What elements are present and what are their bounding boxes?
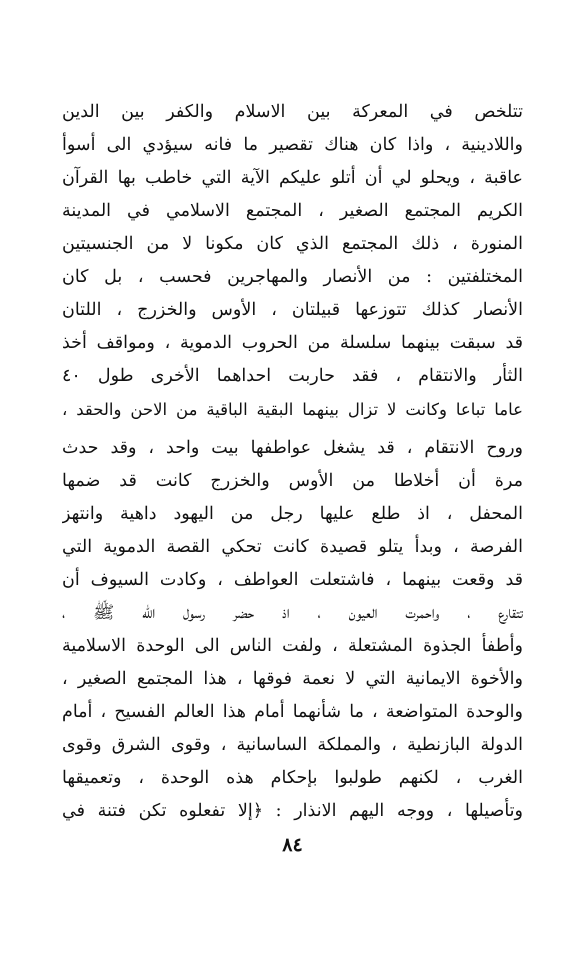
text-line: الغرب ، لكنهم طولبوا بإحكام هذه الوحدة ، وتعميقها	[62, 768, 523, 788]
text-line: المحفل ، اذ طلع عليها رجل من اليهود داهية وانتهز	[62, 504, 523, 524]
text-line: وتأصيلها ، ووجه اليهم الانذار : ﴿إلا تفعلوه تكن فتنة في	[62, 801, 523, 821]
text-line: الفرصة ، وبدأ يتلو قصيدة كانت تحكي القصة الدموية التي	[62, 537, 523, 557]
text-line: عاما تباعا وكانت لا تزال بينهما البقية الباقية من الاحن والحقد ،	[62, 400, 523, 419]
text-line: الأنصار كذلك تتوزعها قبيلتان ، الأوس والخزرج ، اللتان	[62, 300, 523, 320]
text-line: تتقارع ، واحمرت العيون ، اذ حضر رسول الله ﷺ ،	[62, 603, 523, 623]
text-line: وروح الانتقام ، قد يشغل عواطفها بيت واحد ، وقد حدث	[62, 438, 523, 458]
page-number: ٨٤	[282, 834, 303, 856]
text-line: المختلفتين : من الأنصار والمهاجرين فحسب ، بل كان	[62, 267, 523, 287]
text-line: الدولة البازنطية ، والمملكة الساسانية ، وقوى الشرق وقوى	[62, 735, 523, 755]
text-line: مرة أن أخلاطا من الأوس والخزرج كانت قد ضمها	[62, 471, 523, 491]
text-line: قد وقعت بينهما ، فاشتعلت العواطف ، وكادت السيوف أن	[62, 570, 523, 590]
text-line: عاقبة ، ويحلو لي أن أتلو عليكم الآية التي خاطب بها القرآن	[62, 168, 523, 188]
paragraph-2	[62, 432, 523, 828]
text-line: المنورة ، ذلك المجتمع الذي كان مكونا لا من الجنسيتين	[62, 234, 523, 254]
text-line: قد سبقت بينهما سلسلة من الحروب الدموية ، ومواقف أخذ	[62, 333, 523, 353]
text-line: واللادينية ، واذا كان هناك تقصير ما فانه سيؤدي الى أسوأ	[62, 135, 523, 155]
text-line: وأطفأ الجذوة المشتعلة ، ولفت الناس الى الوحدة الاسلامية	[62, 636, 523, 656]
text-line: تتلخص في المعركة بين الاسلام والكفر بين الدين	[62, 102, 523, 122]
paragraph-1	[62, 96, 523, 426]
text-line: الكريم المجتمع الصغير ، المجتمع الاسلامي في المدينة	[62, 201, 523, 221]
text-line: والأخوة الايمانية التي لا نعمة فوقها ، هذا المجتمع الصغير ،	[62, 669, 523, 689]
text-line: والوحدة المتواضعة ، ما شأنهما أمام هذا العالم الفسيح ، أمام	[62, 702, 523, 722]
text-line: الثأر والانتقام ، فقد حاربت احداهما الأخرى طول ٤٠	[62, 366, 523, 386]
